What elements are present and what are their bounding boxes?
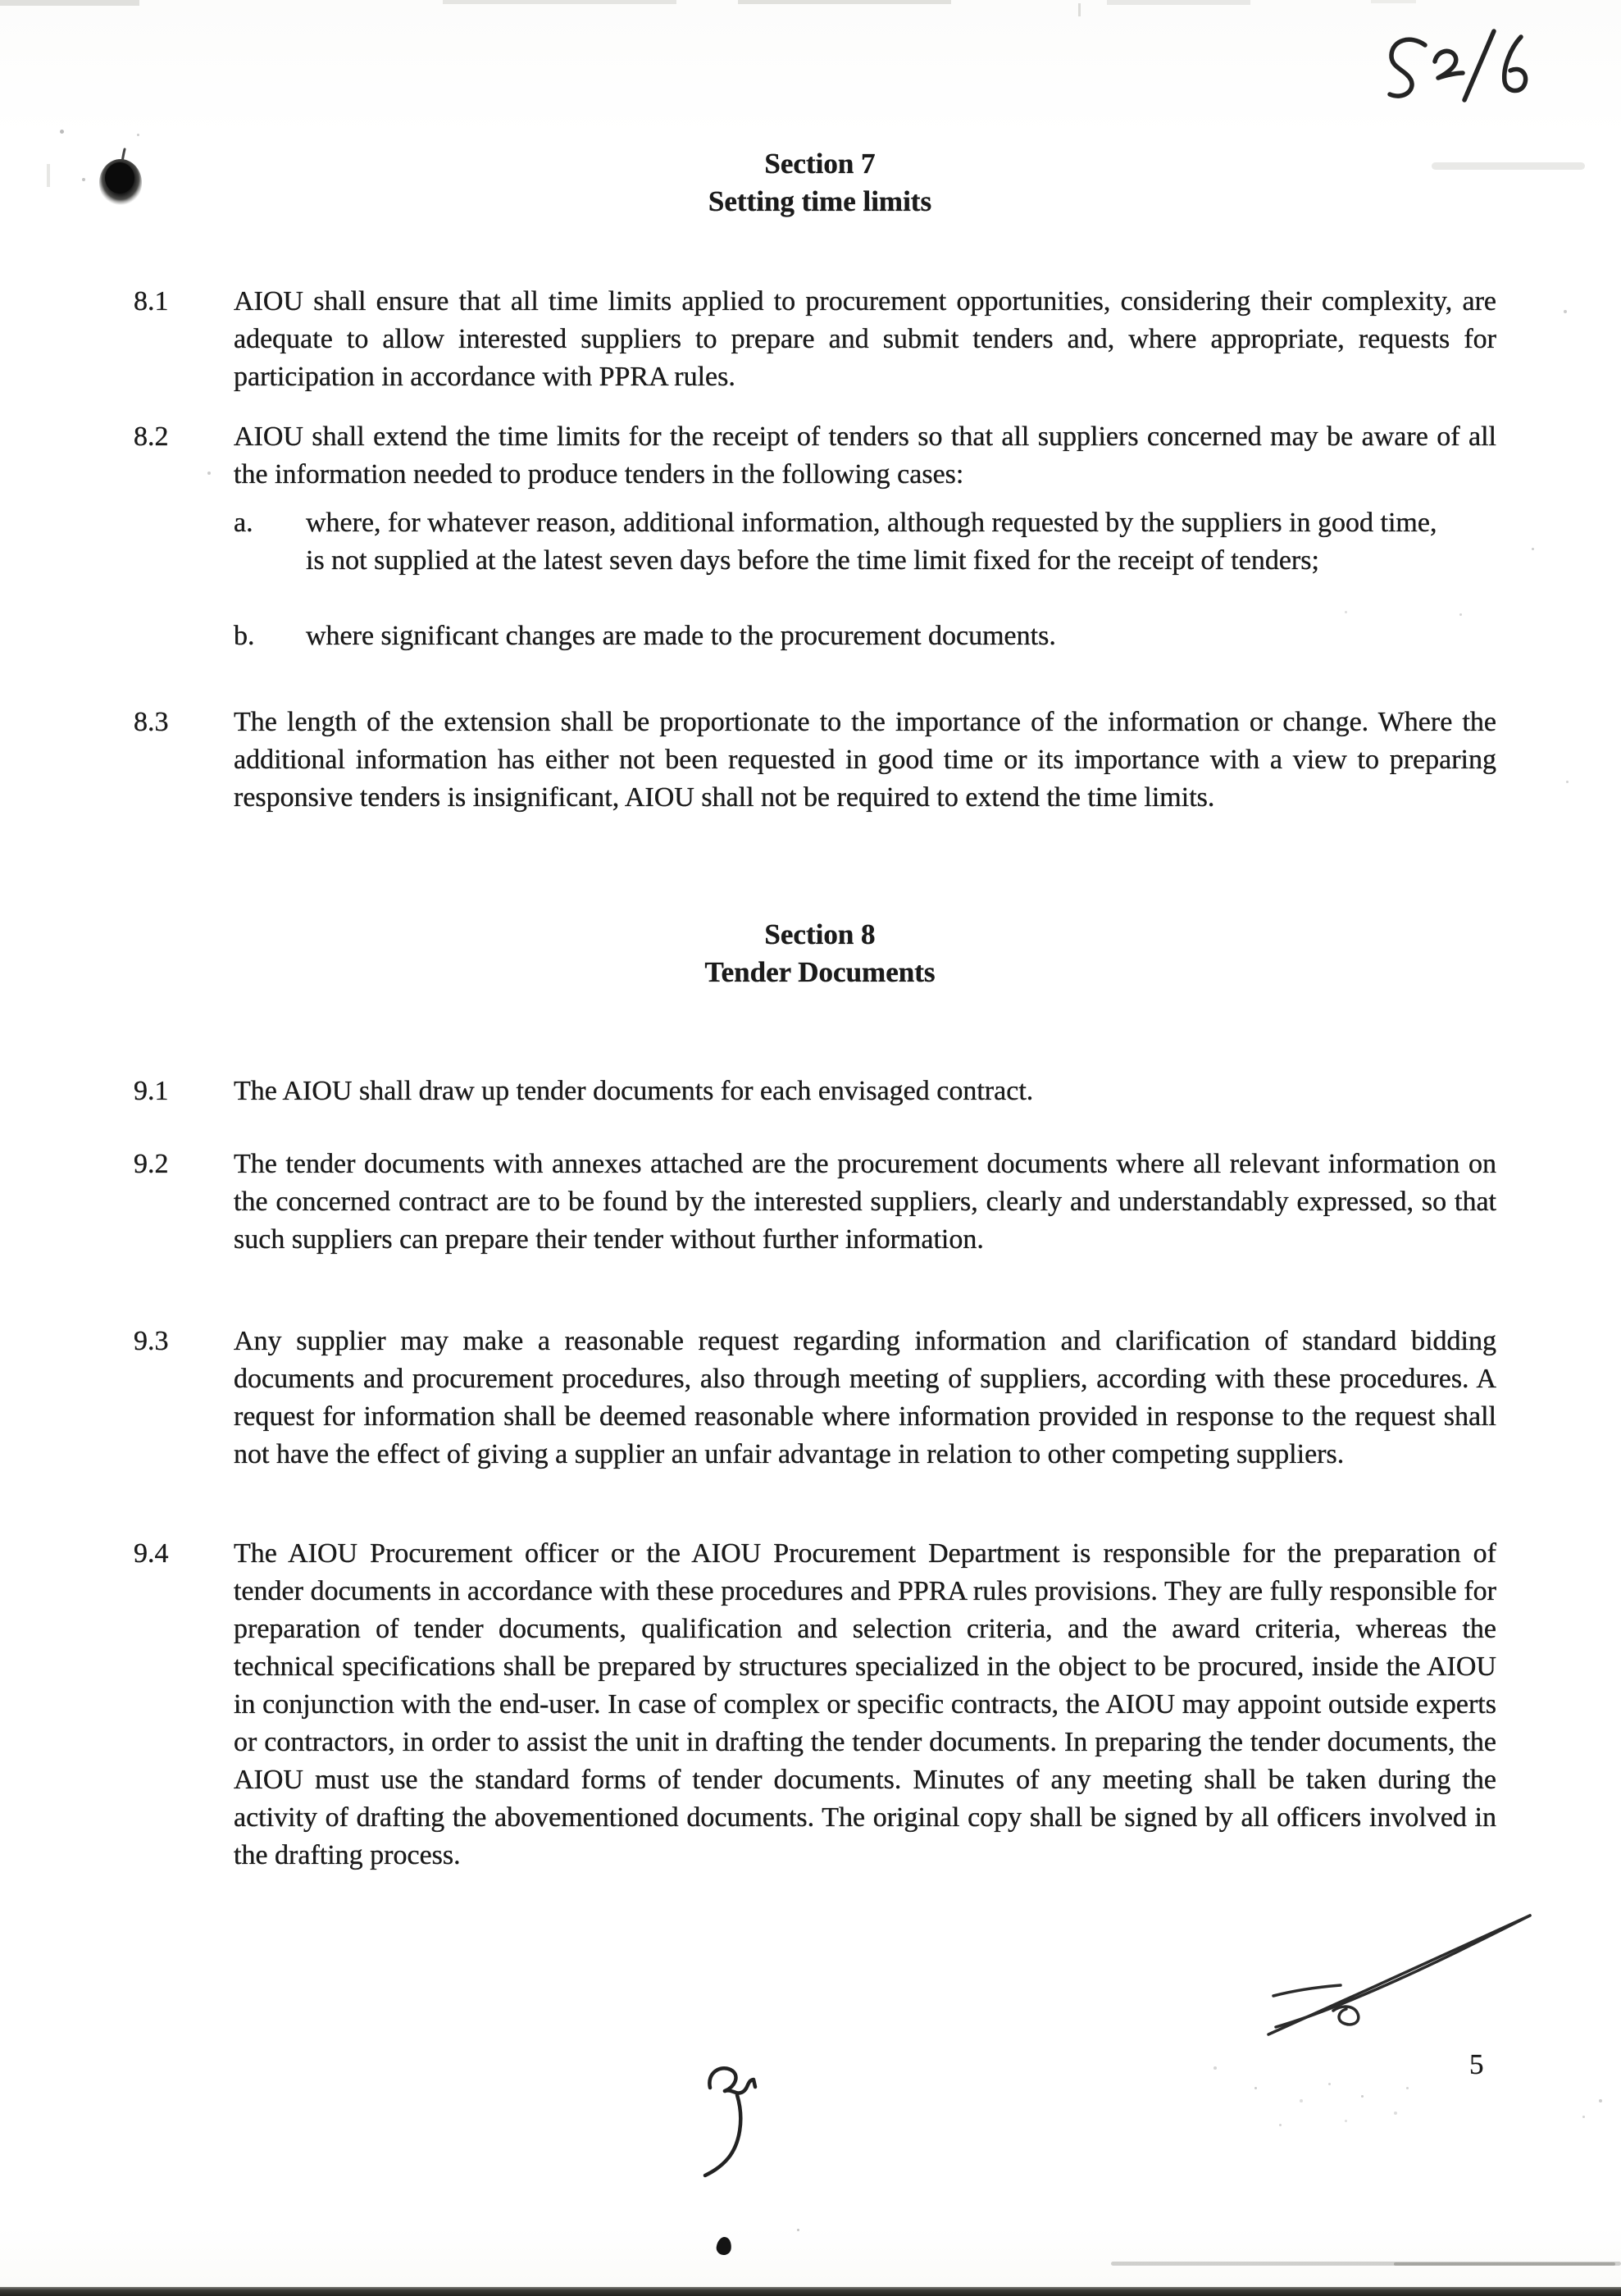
section-8-subtitle: Tender Documents (704, 956, 936, 988)
clause-number: 8.3 (134, 707, 169, 737)
subitem-marker: a. (234, 508, 253, 538)
clause-text: The AIOU shall draw up tender documents for each envisaged contract. (234, 1076, 1034, 1106)
clause-number: 9.2 (134, 1149, 169, 1179)
ink-dot (716, 2236, 733, 2256)
clause-number: 8.1 (134, 286, 169, 317)
clause-number: 9.1 (134, 1076, 169, 1106)
section-7-subtitle: Setting time limits (708, 185, 932, 217)
scan-speck (1394, 2112, 1397, 2115)
page-number: 5 (1469, 2048, 1484, 2080)
scan-speck (1566, 781, 1569, 783)
scan-speck (797, 2229, 799, 2231)
clause-text: The length of the extension shall be proportionate to the importance of the information or change. Where the additional information has either not been requested in good time or its importance with a view to preparing responsive tenders is insignificant, AIOU shall not be required to extend the time limits. (234, 707, 1496, 813)
section-7-title: Section 7 (764, 148, 876, 180)
scanner-edge-artifact (443, 0, 676, 4)
scan-speck (60, 130, 64, 134)
signature-stroke (1230, 1898, 1558, 2046)
scan-speck (1582, 2116, 1585, 2118)
scan-speck (1361, 2095, 1364, 2098)
subitem-text: where, for whatever reason, additional information, although requested by the suppliers in good time, is not supplied at the latest seven days before the time limit fixed for the receipt of tenders; (306, 508, 1437, 576)
scanner-edge-artifact (1078, 3, 1081, 16)
section-8-title: Section 8 (764, 918, 876, 950)
clause-text: AIOU shall ensure that all time limits applied to procurement opportunities, considering their complexity, are adequate to allow interested suppliers to prepare and submit tenders and, where appropriate, requests for participation in accordance with PPRA rules. (234, 286, 1496, 392)
scan-speck (1459, 613, 1462, 616)
handwritten-initials (693, 2054, 775, 2185)
scan-speck (207, 472, 211, 475)
scan-speck (1254, 2087, 1257, 2089)
clause-number: 8.2 (134, 421, 169, 452)
scan-speck (1300, 2099, 1303, 2102)
scan-speck (1599, 2099, 1602, 2102)
scan-speck (82, 178, 85, 181)
scan-speck (1279, 2124, 1282, 2126)
section-8-heading (234, 916, 1406, 991)
scan-speck (1328, 2083, 1331, 2085)
scan-speck (1345, 2120, 1347, 2122)
clause-number: 9.4 (134, 1538, 169, 1569)
scan-speck (1345, 611, 1347, 613)
scanner-edge-artifact (738, 0, 951, 4)
scan-speck (1564, 310, 1567, 313)
clause-text: The AIOU Procurement officer or the AIOU Procurement Department is responsible for the preparation of tender documents in accordance with these procedures and PPRA rules provisions. They are fully responsible for preparation of tender documents, qualification and selection criteria, and the award criteria, whereas the technical specifications shall be prepared by structures specialized in the object to be procured, inside the AIOU in conjunction with the end-user. In case of complex or specific contracts, the AIOU may appoint outside experts or contractors, in order to assist the unit in drafting the tender documents. In preparing the tender documents, the AIOU must use the standard forms of tender documents. Minutes of any meeting shall be taken during the activity of drafting the abovementioned documents. The original copy shall be signed by all officers involved in the drafting process. (234, 1538, 1496, 1870)
scanner-edge-artifact (0, 0, 139, 6)
scanner-edge-artifact (1394, 2262, 1615, 2266)
scan-speck (1406, 2087, 1409, 2089)
clause-number: 9.3 (134, 1326, 169, 1356)
subitem-text: where significant changes are made to the procurement documents. (306, 621, 1056, 651)
scanner-edge-artifact (1107, 0, 1250, 5)
scan-speck (1532, 548, 1534, 550)
scanner-edge-artifact (1371, 0, 1416, 3)
clause-text: AIOU shall extend the time limits for the receipt of tenders so that all suppliers concerned may be aware of all the information needed to produce tenders in the following cases: (234, 421, 1496, 490)
clause-text: The tender documents with annexes attached are the procurement documents where all relevant information on the concerned contract are to be found by the interested suppliers, clearly and understandably expressed, so that such suppliers can prepare their tender without further information. (234, 1149, 1496, 1255)
handwritten-corner-annotation (1369, 20, 1541, 111)
scanner-bottom-edge (0, 2287, 1621, 2296)
subitem-marker: b. (234, 621, 255, 651)
scan-smudge (47, 164, 50, 187)
clause-text: Any supplier may make a reasonable request regarding information and clarification of standard bidding documents and procurement procedures, also through meeting of suppliers, according with these procedures. A request for information shall be deemed reasonable where information provided in response to the request shall not have the effect of giving a supplier an unfair advantage in relation to other competing suppliers. (234, 1326, 1496, 1469)
scan-smudge (1432, 162, 1585, 170)
ink-blob (90, 119, 164, 213)
section-7-heading (234, 145, 1406, 221)
scan-speck (1213, 2066, 1217, 2070)
